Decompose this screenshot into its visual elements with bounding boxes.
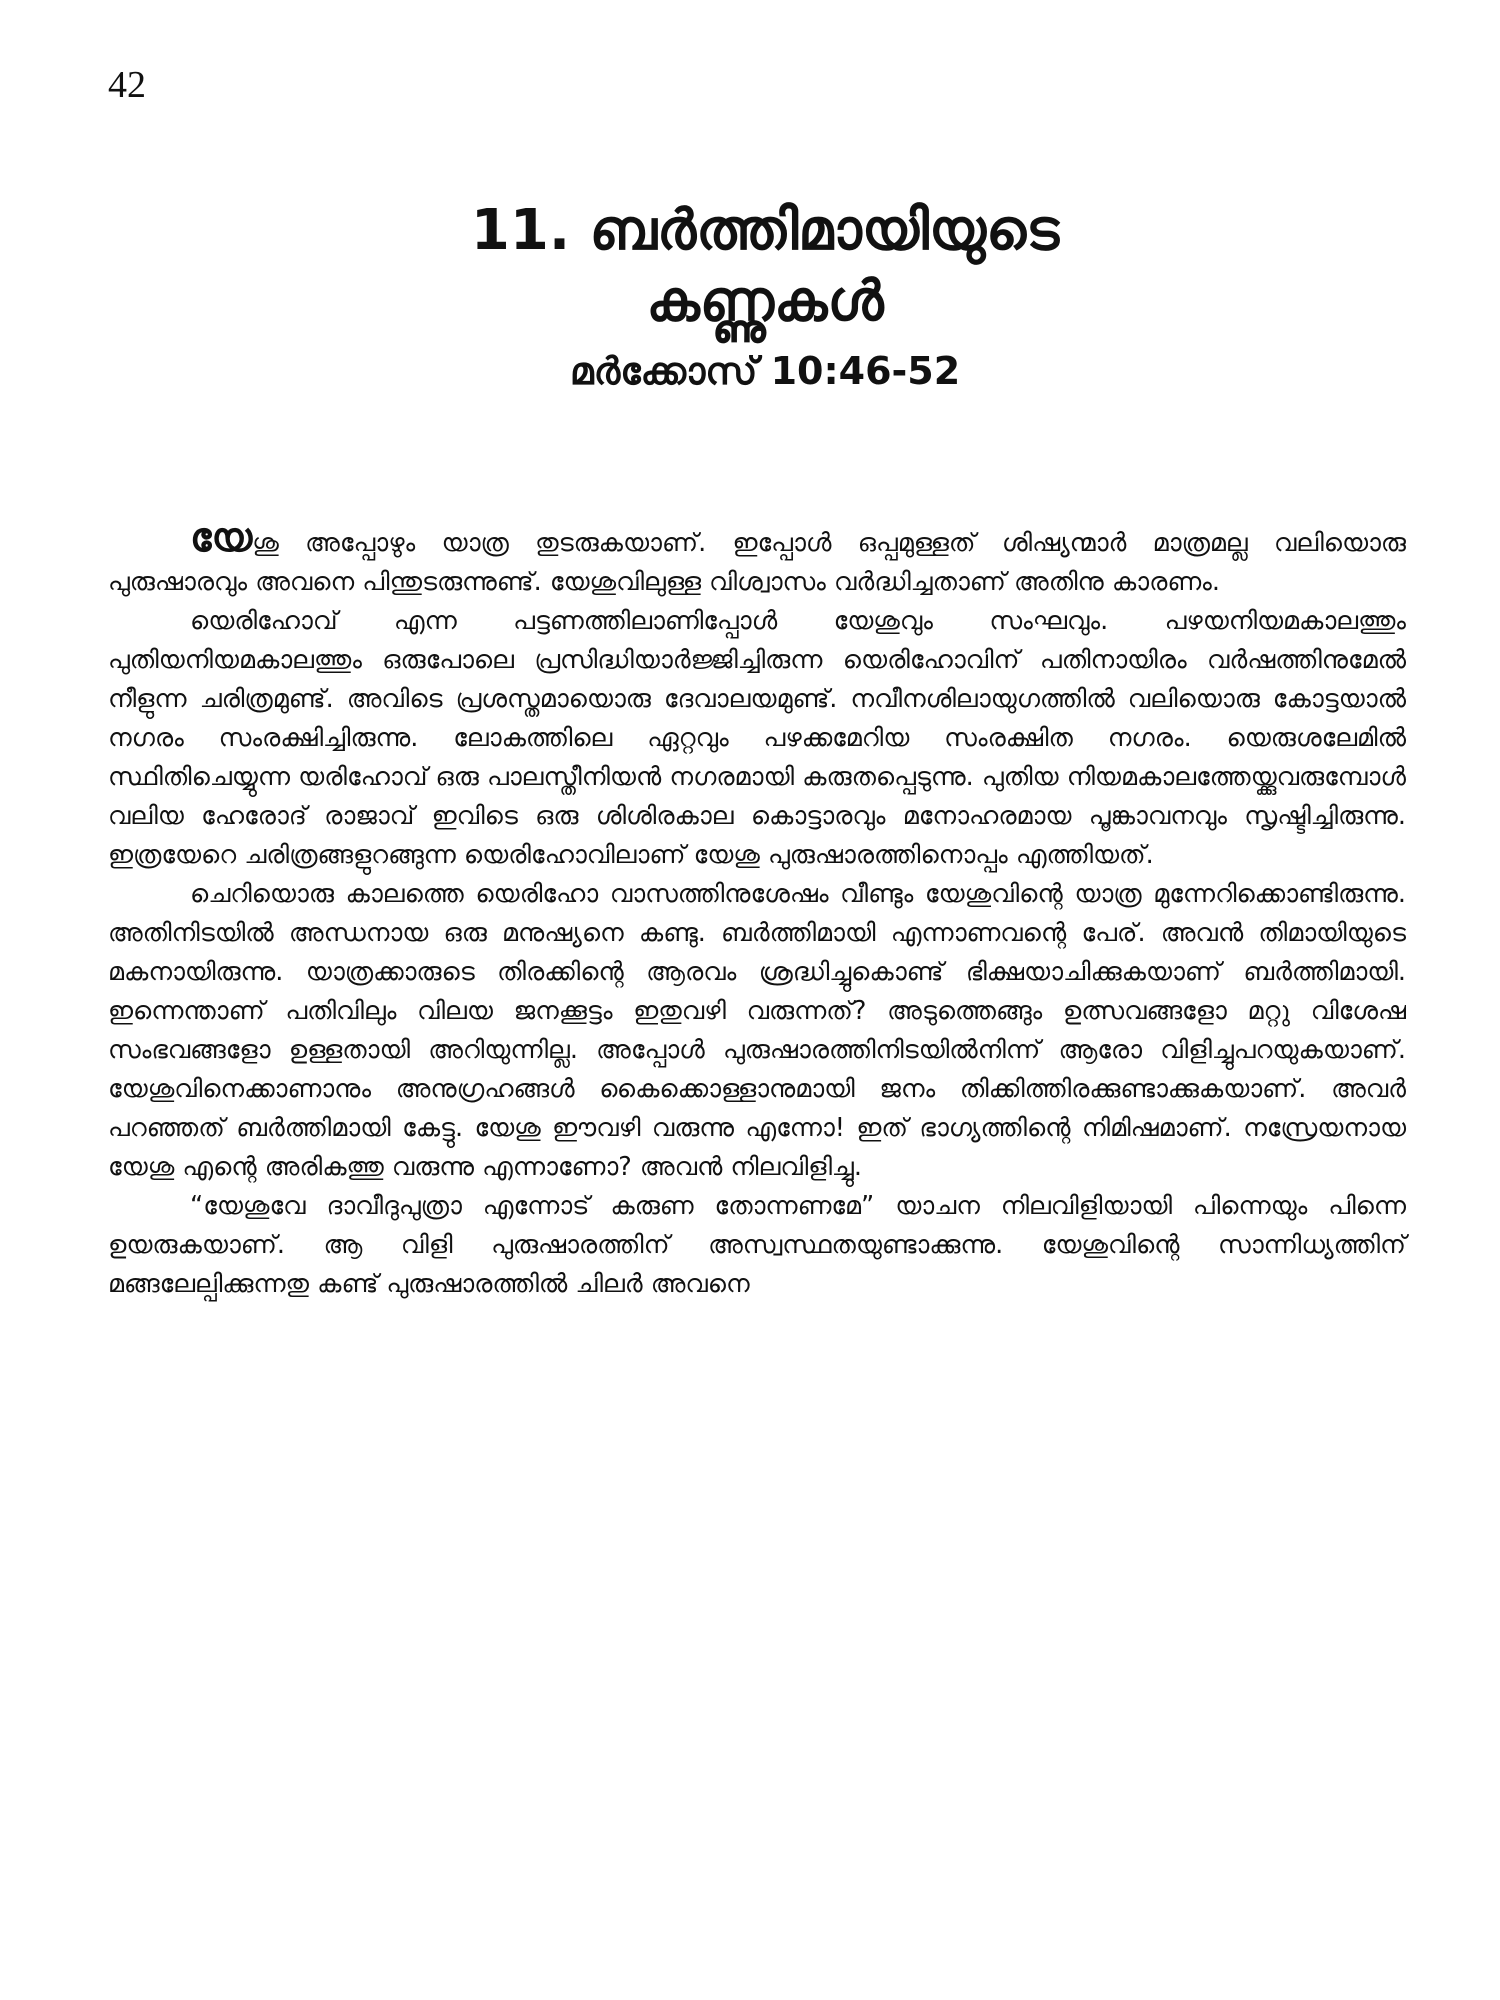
page-number: 42 xyxy=(108,64,146,106)
drop-cap: യേ xyxy=(190,515,253,561)
chapter-title-line-2: കണ്ണുകൾ xyxy=(646,268,884,334)
chapter-body xyxy=(108,515,1406,1304)
chapter-title xyxy=(140,196,1390,337)
paragraph-4: “യേശുവേ ദാവീദുപുത്രാ എന്നോട് കരുണ തോന്നണമേ” യാചന നിലവിളിയായി പിന്നെയും പിന്നെ ഉയരുകയാണ്. ആ വിളി പുരുഷാരത്തിന് അസ്വസ്ഥതയുണ്ടാക്കുന്നു. യേശുവിന്റെ സാന്നിധ്യത്തിന് മങ്ങലേല്പിക്കുന്നതു കണ്ട് പുരുഷാരത്തിൽ ചിലർ അവനെ xyxy=(108,1191,1406,1299)
paragraph-2: യെരിഹോവ് എന്ന പട്ടണത്തിലാണിപ്പോൾ യേശുവും സംഘവും. പഴയനിയമകാലത്തും പുതിയനിയമകാലത്തും ഒരുപോലെ പ്രസിദ്ധിയാർജ്ജിച്ചിരുന്ന യെരിഹോവിന് പതിനായിരം വർഷത്തിനുമേൽ നീളുന്ന ചരിത്രമുണ്ട്. അവിടെ പ്രശസ്തമായൊരു ദേവാലയമുണ്ട്. നവീനശിലായുഗത്തിൽ വലിയൊരു കോട്ടയാൽ നഗരം സംരക്ഷിച്ചിരുന്നു. ലോകത്തിലെ ഏറ്റവും പഴക്കമേറിയ സംരക്ഷിത നഗരം. യെരുശലേമിൽ സ്ഥിതിചെയ്യുന്ന യരിഹോവ് ഒരു പാലസ്തീനിയൻ നഗരമായി കരുതപ്പെടുന്നു. പുതിയ നിയമകാലത്തേയ്ക്കുവരുമ്പോൾ വലിയ ഹേരോദ് രാജാവ് ഇവിടെ ഒരു ശിശിരകാല കൊട്ടാരവും മനോഹരമായ പൂങ്കാവനവും സൃഷ്ടിച്ചിരുന്നു. ഇത്രയേറെ ചരിത്രങ്ങളുറങ്ങുന്ന യെരിഹോവിലാണ് യേശു പുരുഷാരത്തിനൊപ്പം എത്തിയത്. xyxy=(108,606,1406,870)
chapter-heading xyxy=(140,196,1390,395)
paragraph-1 xyxy=(108,515,1406,602)
paragraph-3: ചെറിയൊരു കാലത്തെ യെരിഹോ വാസത്തിനുശേഷം വീണ്ടും യേശുവിന്റെ യാത്ര മുന്നേറിക്കൊണ്ടിരുന്നു. അതിനിടയിൽ അന്ധനായ ഒരു മനുഷ്യനെ കണ്ടു. ബർത്തിമായി എന്നാണവന്റെ പേര്. അവൻ തിമായിയുടെ മകനായിരുന്നു. യാത്രക്കാരുടെ തിരക്കിന്റെ ആരവം ശ്രദ്ധിച്ചുകൊണ്ട് ഭിക്ഷയാചിക്കുകയാണ് ബർത്തിമായി. ഇന്നെന്താണ് പതിവിലും വിലയ ജനക്കൂട്ടം ഇതുവഴി വരുന്നത്? അടുത്തെങ്ങും ഉത്സവങ്ങളോ മറ്റു വിശേഷ സംഭവങ്ങളോ ഉള്ളതായി അറിയുന്നില്ല. അപ്പോൾ പുരുഷാരത്തിനിടയിൽനിന്ന് ആരോ വിളിച്ചുപറയുകയാണ്. യേശുവിനെക്കാണാനും അനുഗ്രഹങ്ങൾ കൈക്കൊള്ളാനുമായി ജനം തിക്കിത്തിരക്കുണ്ടാക്കുകയാണ്. അവർ പറഞ്ഞത് ബർത്തിമായി കേട്ടു. യേശു ഈവഴി വരുന്നു എന്നോ! ഇത് ഭാഗ്യത്തിന്റെ നിമിഷമാണ്. നസ്രേയനായ യേശു എന്റെ അരികത്തു വരുന്നു എന്നാണോ? അവൻ നിലവിളിച്ചു. xyxy=(108,879,1406,1182)
chapter-title-line-1: 11. ബർത്തിമായിയുടെ xyxy=(470,198,1060,263)
scripture-reference: മർക്കോസ് 10:46-52 xyxy=(569,349,961,394)
paragraph-1-text: ശു അപ്പോഴും യാത്ര തുടരുകയാണ്. ഇപ്പോൾ ഒപ്പമുള്ളത് ശിഷ്യന്മാർ മാത്രമല്ല വലിയൊരു പുരുഷാരവും അവനെ പിന്തുടരുന്നുണ്ട്. യേശുവിലുള്ള വിശ്വാസം വർദ്ധിച്ചതാണ് അതിനു കാരണം. xyxy=(108,528,1406,597)
